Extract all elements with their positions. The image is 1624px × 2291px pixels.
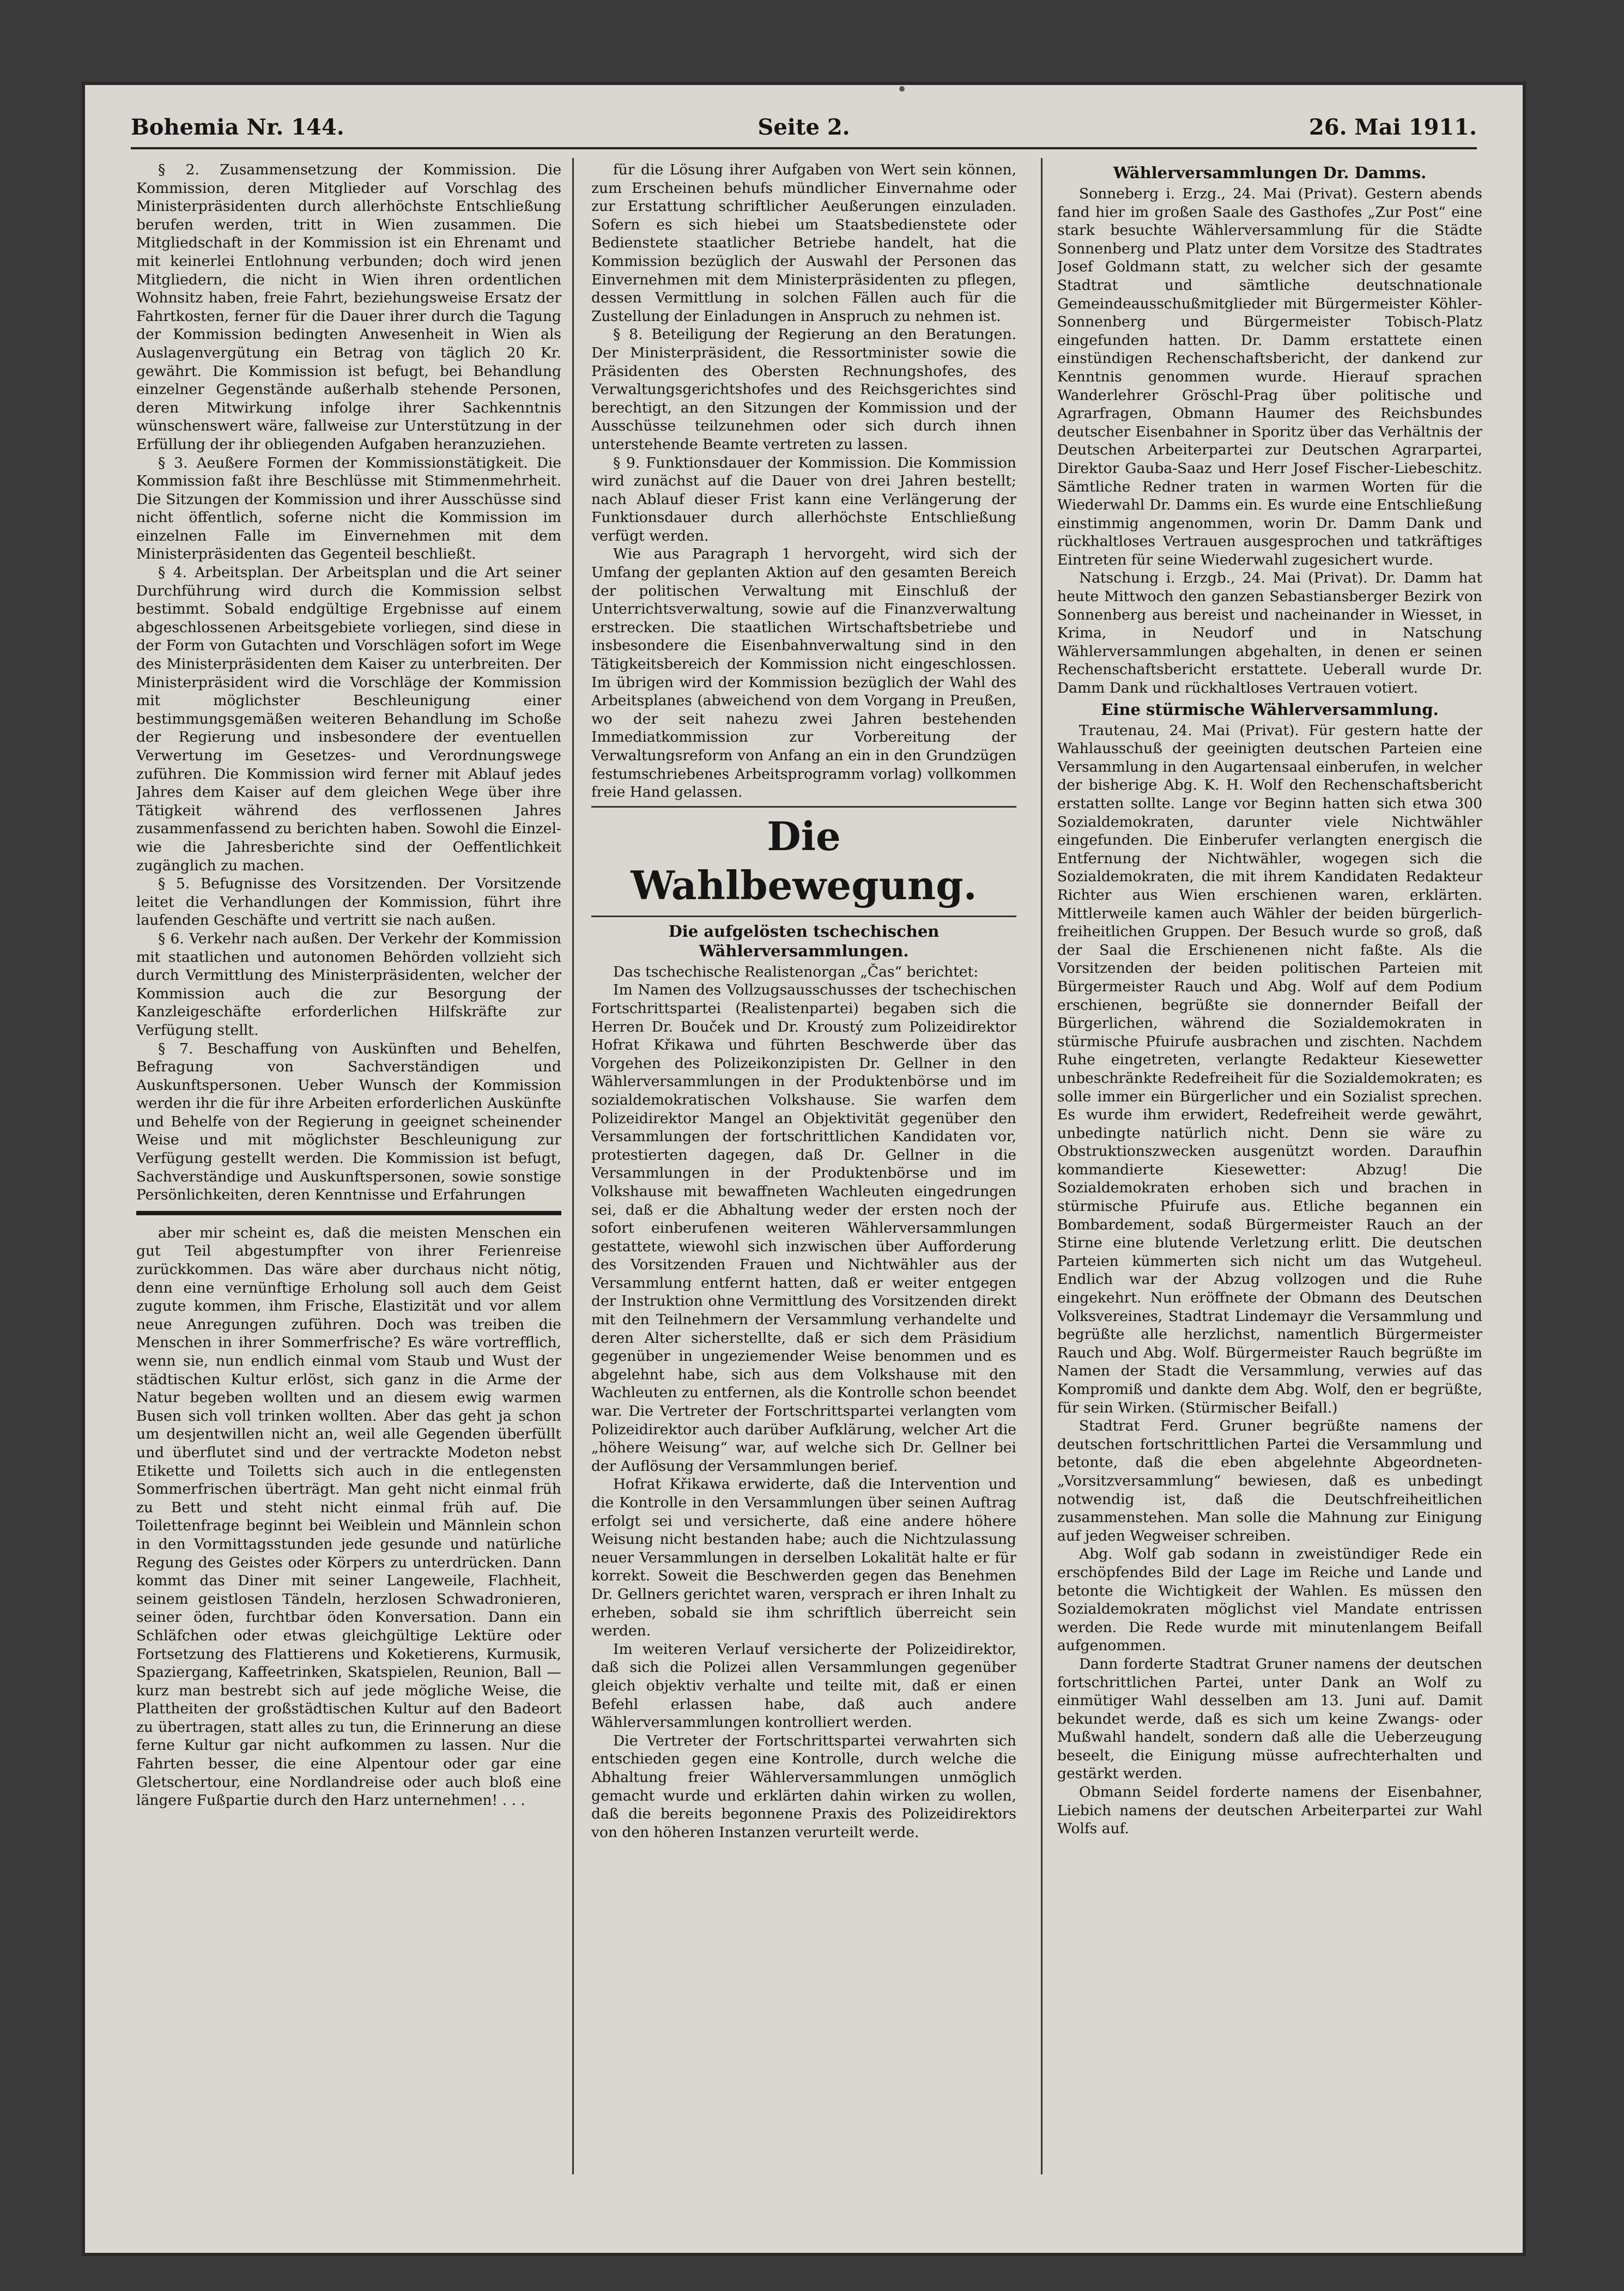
- paragraph: Im weiteren Verlauf versicherte der Polizeidirektor, daß sich die Polizei allen Versammlungen gegenüber gleich objektiv verhalte und teilte mit, daß er einen Befehl erlassen habe, daß auch andere Wählerversammlungen kontrolliert werden.: [591, 1640, 1016, 1731]
- column-3: [1057, 161, 1482, 2199]
- paragraph: § 9. Funktionsdauer der Kommission. Die Kommission wird zunächst auf die Dauer von drei Jahren bestellt; nach Ablauf dieser Frist kann eine Verlängerung der Funktionsdauer durch allerhöchste Entschließung verfügt werden.: [591, 454, 1016, 544]
- paragraph: Die Vertreter der Fortschrittspartei verwahrten sich entschieden gegen eine Kontrolle, durch welche die Abhaltung freier Wählerversammlungen unmöglich gemacht wurde und erklärten dahin wirken zu wollen, daß die bereits begonnene Praxis des Polizeidirektors von den höheren Instanzen verurteilt werde.: [591, 1732, 1016, 1841]
- paragraph: Hofrat Křikawa erwiderte, daß die Intervention und die Kontrolle in den Versammlungen über seinen Auftrag erfolgt sei und versicherte, daß eine andere höhere Weisung nicht bestanden habe; auch die Nichtzulassung neuer Versammlungen in derselben Lokalität halte er für korrekt. Soweit die Beschwerden gegen das Benehmen Dr. Gellners gerichtet waren, versprach er ihren Inhalt zu erheben, sobald sie ihm schriftlich überreicht sein werden.: [591, 1476, 1016, 1640]
- paragraph: § 5. Befugnisse des Vorsitzenden. Der Vorsitzende leitet die Verhandlungen der Kommission, führt ihre laufenden Geschäfte und vertritt sie nach außen.: [136, 875, 561, 929]
- section-divider: [591, 806, 1016, 808]
- paragraph: Stadtrat Ferd. Gruner begrüßte namens der deutschen fortschrittlichen Partei die Versammlung und betonte, daß die eben abgelehnte Abgeordneten-„Vorsitzversammlung“ bewiesen, daß es unbedingt notwendig ist, daß die Deutschfreiheitlichen zusammenstehen. Man solle die Mahnung zur Einigung auf jeden Wegweiser schreiben.: [1057, 1417, 1482, 1544]
- article-heading: Eine stürmische Wählerversammlung.: [1101, 700, 1439, 719]
- feuilleton-divider: [136, 1211, 561, 1215]
- paragraph: § 3. Aeußere Formen der Kommissionstätigkeit. Die Kommission faßt ihre Beschlüsse mit Stimmenmehrheit. Die Sitzungen der Kommission und ihrer Ausschüsse sind nicht öffentlich, soferne nicht die Kommission im einzelnen Falle im Einvernehmen mit dem Ministerpräsidenten das Gegenteil beschließt.: [136, 454, 561, 563]
- paragraph: Wie aus Paragraph 1 hervorgeht, wird sich der Umfang der geplanten Aktion auf den gesamten Bereich der politischen Verwaltung mit Einschluß der Unterrichtsverwaltung, sowie auf die Finanzverwaltung erstrecken. Die staatlichen Wirtschaftsbetriebe und insbesondere die Eisenbahnverwaltung sind in den Tätigkeitsbereich der Kommission nicht eingeschlossen. Im übrigen wird der Kommission bezüglich der Wahl des Arbeitsplanes (abweichend von dem Vorgang in Preußen, wo der seit nahezu zwei Jahren bestehenden Immediatkommission zur Vorbereitung der Verwaltungsreform von Anfang an ein in den Grundzügen festumschriebenes Arbeitsprogramm vorlag) vollkommen freie Hand gelassen.: [591, 546, 1016, 801]
- paragraph: Im Namen des Vollzugsausschusses der tschechischen Fortschrittspartei (Realistenpartei) begaben sich die Herren Dr. Bouček und Dr. Kroustý zum Polizeidirektor Hofrat Křikawa und führten Beschwerde über das Vorgehen des Polizeikonzipisten Dr. Gellner in den Wählerversammlungen in der Produktenbörse und im sozialdemokratischen Volkshause. Sie warfen dem Polizeidirektor Mangel an Objektivität gegenüber den Versammlungen der fortschrittlichen Kandidaten vor, protestierten dagegen, daß Dr. Gellner in die Versammlungen in der Produktenbörse und im Volkshause mit bewaffneten Wachleuten eingedrungen sei, daß er die Abhaltung weder der ersten noch der sofort einberufenen weiteren Wählerversammlungen gestattete, wiewohl sich inzwischen über Aufforderung des Vorsitzenden Frauen und Nichtwähler aus der Versammlung entfernt hatten, daß er weiter entgegen der Instruktion ohne Vermittlung des Vorsitzenden direkt mit den Teilnehmern der Versammlung verhandelte und deren Alter sicherstellte, daß er sich dem Präsidium gegenüber in ungeziemender Weise benommen und es abgelehnt habe, sich aus dem Volkshause mit den Wachleuten zu entfernen, als die Kontrolle schon beendet war. Die Vertreter der Fortschrittspartei verlangten vom Polizeidirektor auch darüber Aufklärung, welcher Art die „höhere Weisung“ war, auf welche sich Dr. Gellner bei der Auflösung der Versammlungen berief.: [591, 981, 1016, 1475]
- page-header: [131, 114, 1477, 149]
- paragraph: für die Lösung ihrer Aufgaben von Wert sein können, zum Erscheinen behufs mündlicher Einvernahme oder zur Erstattung schriftlicher Aeußerungen einzuladen. Sofern es sich hiebei um Staatsbedienstete oder Bedienstete staatlicher Betriebe handelt, hat die Kommission bezüglich der Auswahl der Personen das Einvernehmen mit dem Ministerpräsidenten zu pflegen, dessen Vermittlung in solchen Fällen auch für die Zustellung der Einladungen in Anspruch zu nehmen ist.: [591, 161, 1016, 325]
- section-heading: Die Wahlbewegung.: [631, 813, 977, 908]
- article-heading: Die aufgelösten tschechischen Wählerversammlungen.: [668, 922, 940, 960]
- issue-date: 26. Mai 1911.: [1308, 114, 1477, 140]
- column-divider-1: [572, 158, 574, 2174]
- column-divider-2: [1041, 158, 1043, 2174]
- paragraph: § 2. Zusammensetzung der Kommission. Die Kommission, deren Mitglieder auf Vorschlag des Ministerpräsidenten durch allerhöchste Entschließung berufen werden, tritt in Wien zusammen. Die Mitgliedschaft in der Kommission ist ein Ehrenamt und mit keinerlei Entlohnung verbunden; doch wird jenen Mitgliedern, die nicht in Wien ihren ordentlichen Wohnsitz haben, freie Fahrt, beziehungsweise Ersatz der Fahrtkosten, ferner für die Dauer ihrer durch die Tagung der Kommission bedingten Anwesenheit in Wien als Auslagenvergütung ein Betrag von täglich 20 Kr. gewährt. Die Kommission ist befugt, bei Behandlung einzelner Gegenstände außerhalb stehende Personen, deren Mitwirkung infolge ihrer Sachkenntnis wünschenswert wäre, fallweise zur Unterstützung in der Erfüllung der ihr obliegenden Aufgaben heranzuziehen.: [136, 161, 561, 453]
- page-speck: [899, 86, 905, 92]
- paragraph: § 6. Verkehr nach außen. Der Verkehr der Kommission mit staatlichen und autonomen Behörden vollzieht sich durch Vermittlung des Ministerpräsidenten, welcher der Kommission auch die zur Besorgung der Kanzleigeschäfte erforderlichen Hilfskräfte zur Verfügung stellt.: [136, 930, 561, 1039]
- paragraph: Sonneberg i. Erzg., 24. Mai (Privat). Gestern abends fand hier im großen Saale des Gasthofes „Zur Post“ eine stark besuchte Wählerversammlung für die Städte Sonnenberg und Platz unter dem Vorsitze des Stadtrates Josef Goldmann statt, zu welcher sich der gesamte Stadtrat und sämtliche deutschnationale Gemeindeausschußmitglieder mit Bürgermeister Köhler-Sonnenberg und Bürgermeister Tobisch-Platz eingefunden hatten. Dr. Damm erstattete einen einstündigen Rechenschaftsbericht, der dankend zur Kenntnis genommen wurde. Hierauf sprachen Wanderlehrer Gröschl-Prag über politische und Agrarfragen, Obmann Haumer des Reichsbundes deutscher Eisenbahner in Sporitz über das Verhältnis der Deutschen Arbeiterpartei zur Deutschen Agrarpartei, Direktor Gauba-Saaz und Herr Josef Fischer-Liebeschitz. Sämtliche Redner traten in warmen Worten für die Wiederwahl Dr. Damms ein. Es wurde eine Entschließung einstimmig angenommen, worin Dr. Damm Dank und rückhaltloses Vertrauen ausgesprochen und tatkräftiges Eintreten für seine Wiederwahl zugesichert wurde.: [1057, 185, 1482, 568]
- newspaper-issue: Bohemia Nr. 144.: [131, 114, 344, 140]
- paragraph: Das tschechische Realistenorgan „Čas“ berichtet:: [613, 963, 979, 980]
- paragraph: § 4. Arbeitsplan. Der Arbeitsplan und die Art seiner Durchführung wird durch die Kommission selbst bestimmt. Sobald endgültige Ergebnisse auf einem abgeschlossenen Arbeitsgebiete vorliegen, sind diese in der Form von Gutachten und Vorschlägen sofort im Wege des Ministerpräsidenten dem Kaiser zu unterbreiten. Der Ministerpräsident wird die Vorschläge der Kommission mit möglichster Beschleunigung einer bestimmungsgemäßen weiteren Behandlung im Schoße der Regierung und insbesondere der eventuellen Verwertung im Gesetzes- und Verordnungswege zuführen. Die Kommission wird ferner mit Ablauf jedes Jahres dem Kaiser auf dem gleichen Wege über ihre Tätigkeit während des verflossenen Jahres zusammenfassend zu berichten haben. Sowohl die Einzel- wie die Jahresberichte sind der Oeffentlichkeit zugänglich zu machen.: [136, 564, 561, 874]
- article-heading: Wählerversammlungen Dr. Damms.: [1113, 163, 1427, 182]
- paragraph: Trautenau, 24. Mai (Privat). Für gestern hatte der Wahlausschuß der geeinigten deutschen Parteien eine Versammlung in den Augartensaal einberufen, in welcher der bisherige Abg. K. H. Wolf den Rechenschaftsbericht erstatten sollte. Lange vor Beginn hatten sich etwa 300 Sozialdemokraten, darunter viele Nichtwähler eingefunden. Die Einberufer verlangten energisch die Entfernung der Nichtwähler, wogegen sich die Sozialdemokraten, die mit ihrem Kandidaten Redakteur Richter aus Wien erschienen waren, erklärten. Mittlerweile kamen auch Wähler der beiden bürgerlich-freiheitlichen Gruppen. Der Besuch wurde so groß, daß der Saal die Erschienenen nicht faßte. Als die Vorsitzenden der beiden politischen Parteien mit Bürgermeister Rauch und Abg. Wolf auf dem Podium erschienen, begrüßte sie donnernder Beifall der Bürgerlichen, während die Sozialdemokraten in stürmische Pfuirufe ausbrachen und zischten. Nachdem Ruhe eingetreten, verlangte Redakteur Kiesewetter unbeschränkte Redefreiheit für die Sozialdemokraten; es solle immer ein Bürgerlicher und ein Sozialist sprechen. Es wurde ihm erwidert, Redefreiheit werde gewährt, unbedingte natürlich nicht. Denn sie wäre zu Obstruktionszwecken ausgenützt worden. Daraufhin kommandierte Kiesewetter: Abzug! Die Sozialdemokraten erhoben sich und brachen in stürmische Pfuirufe aus. Etliche begannen ein Bombardement, sodaß Bürgermeister Rauch an der Stirne eine blutende Verletzung erlitt. Die deutschen Parteien kümmerten sich nicht um das Wutgeheul. Endlich war der Abzug vollzogen und die Ruhe eingekehrt. Nun eröffnete der Obmann des Deutschen Volksvereines, Stadtrat Lindemayr die Versammlung und begrüßte alle herzlichst, namentlich Bürgermeister Rauch und Abg. Wolf. Bürgermeister Rauch begrüßte im Namen der Stadt die Versammlung, verwies auf das Kompromiß und dankte dem Abg. Wolf, den er begrüßte, für sein Wirken. (Stürmischer Beifall.): [1057, 722, 1482, 1416]
- column-1: [136, 161, 561, 2199]
- paragraph: Obmann Seidel forderte namens der Eisenbahner, Liebich namens der deutschen Arbeiterpartei zur Wahl Wolfs auf.: [1057, 1784, 1482, 1838]
- newspaper-page: [82, 82, 1526, 2256]
- paragraph: Natschung i. Erzgb., 24. Mai (Privat). Dr. Damm hat heute Mittwoch den ganzen Sebastiansberger Bezirk von Sonnenberg aus bereist und nacheinander in Wiesset, in Krima, in Neudorf und in Natschung Wählerversammlungen abgehalten, in denen er seinen Rechenschaftsbericht erstattete. Ueberall wurde Dr. Damm Dank und rückhaltloses Vertrauen votiert.: [1057, 569, 1482, 697]
- section-divider: [591, 916, 1016, 917]
- paragraph: Dann forderte Stadtrat Gruner namens der deutschen fortschrittlichen Partei, unter Dank an Wolf zu einmütiger Wahl desselben am 13. Juni auf. Damit bekundet werde, daß es sich um keine Zwangs- oder Mußwahl handelt, sondern daß alle die Ueberzeugung beseelt, die Einigung müsse aufrechterhalten und gestärkt werden.: [1057, 1655, 1482, 1783]
- page-number: Seite 2.: [758, 114, 850, 140]
- paragraph: § 8. Beteiligung der Regierung an den Beratungen. Der Ministerpräsident, die Ressortminister sowie die Präsidenten des Obersten Rechnungshofes, des Verwaltungsgerichtshofes und des Reichsgerichtes sind berechtigt, an den Sitzungen der Kommission und der Ausschüsse teilzunehmen oder sich durch ihnen unterstehende Beamte vertreten zu lassen.: [591, 326, 1016, 453]
- paragraph: § 7. Beschaffung von Auskünften und Behelfen, Befragung von Sachverständigen und Auskunftspersonen. Ueber Wunsch der Kommission werden ihr die für ihre Arbeiten erforderlichen Auskünfte und Behelfe von der Regierung in geeignet scheinender Weise und mit möglichster Beschleunigung zur Verfügung gestellt werden. Die Kommission ist befugt, Sachverständige und Auskunftspersonen, sowie sonstige Persönlichkeiten, deren Kenntnisse und Erfahrungen: [136, 1040, 561, 1204]
- column-2: [591, 161, 1016, 2199]
- feuilleton-paragraph: aber mir scheint es, daß die meisten Menschen ein gut Teil abgestumpfter von ihrer Ferienreise zurückkommen. Das wäre aber durchaus nicht nötig, denn eine vernünftige Erholung soll auch dem Geist zugute kommen, ihm Frische, Elastizität und vor allem neue Anregungen zuführen. Doch was treiben die Menschen in ihrer Sommerfrische? Es wäre vortrefflich, wenn sie, nun endlich einmal vom Staub und Wust der städtischen Kultur erlöst, sich ganz in die Arme der Natur begeben wollten und an diesem ewig warmen Busen sich voll trinken wollten. Aber das geht ja schon um desjentwillen nicht an, weil alle Gegenden überfüllt und überflutet sind und der vertrackte Modeton nebst Etikette und Toiletts sich auch in die entlegensten Sommerfrischen überträgt. Man geht nicht einmal früh zu Bett und steht nicht einmal früh auf. Die Toilettenfrage beginnt bei Weiblein und Männlein schon in den Vormittagsstunden jede gesunde und natürliche Regung des Geistes oder Körpers zu unterdrücken. Dann kommt das Diner mit seiner Langeweile, Flachheit, seinem geistlosen Tändeln, herzlosen Schwadronieren, seiner öden, furchtbar öden Konversation. Dann ein Schläfchen oder etwas gleichgültige Lektüre oder Fortsetzung des Flattierens und Koketierens, Kurmusik, Spaziergang, Kaffeetrinken, Skatspielen, Reunion, Ball — kurz man bestrebt sich auf jede mögliche Weise, die Plattheiten der großstädtischen Kultur auf den Badeort zu übertragen, statt alles zu tun, die Erinnerung an diese ferne Kultur gar nicht aufkommen zu lassen. Nur die Fahrten besser, die eine Alpentour oder gar eine Gletschertour, eine Nordlandreise oder auch bloß eine längere Fußpartie durch den Harz unternehmen! . . .: [136, 1224, 561, 1809]
- paragraph: Abg. Wolf gab sodann in zweistündiger Rede ein erschöpfendes Bild der Lage im Reiche und Lande und betonte die Wichtigkeit der Wahlen. Es müssen den Sozialdemokraten möglichst viel Mandate entrissen werden. Die Rede wurde mit minutenlangem Beifall aufgenommen.: [1057, 1545, 1482, 1654]
